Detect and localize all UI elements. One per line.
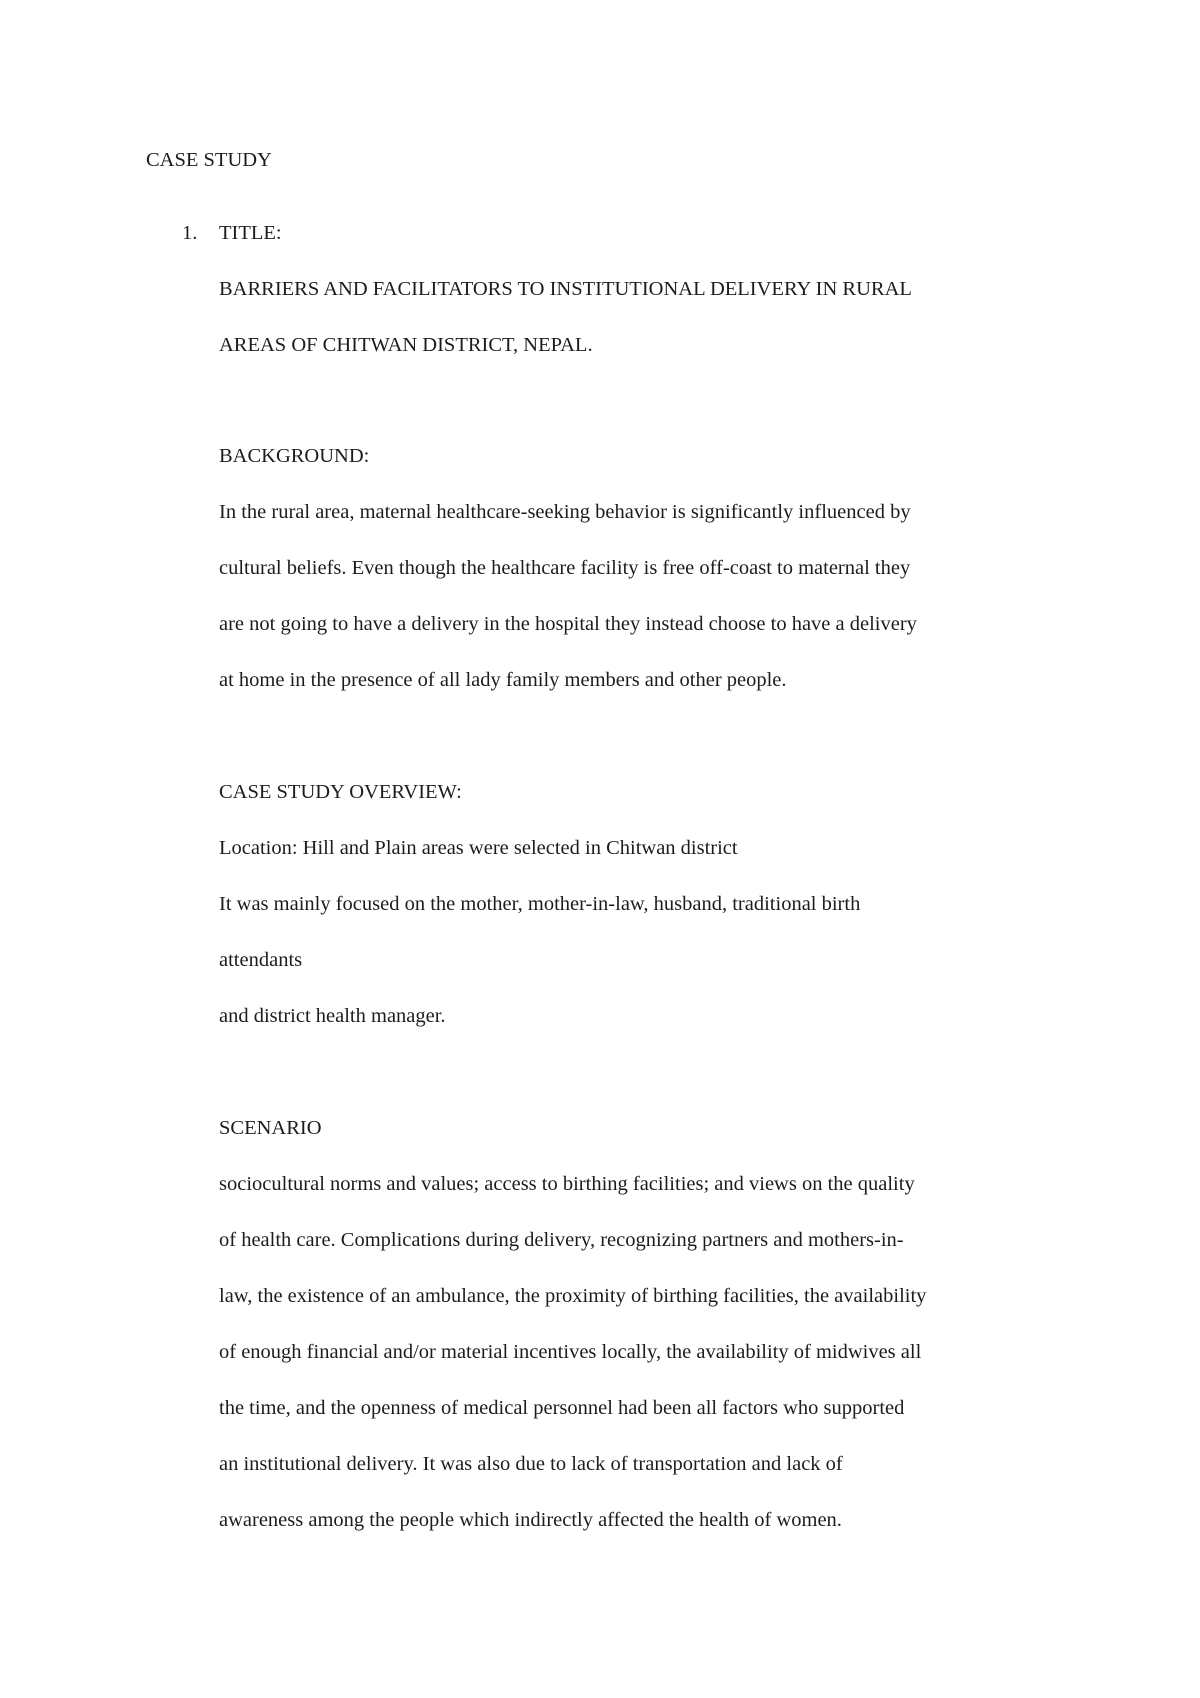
background-line: at home in the presence of all lady family members and other people. (219, 669, 787, 691)
scenario-line: of enough financial and/or material incentives locally, the availability of midwives all (219, 1341, 922, 1363)
background-line: cultural beliefs. Even though the healthcare facility is free off-coast to maternal they (219, 557, 911, 579)
background-line: are not going to have a delivery in the hospital they instead choose to have a delivery (219, 613, 917, 635)
title-line: AREAS OF CHITWAN DISTRICT, NEPAL. (219, 334, 593, 356)
title-line: BARRIERS AND FACILITATORS TO INSTITUTIONAL DELIVERY IN RURAL (219, 278, 912, 300)
title-label: TITLE: (219, 222, 282, 244)
scenario-label: SCENARIO (219, 1117, 322, 1139)
scenario-line: sociocultural norms and values; access to birthing facilities; and views on the quality (219, 1173, 915, 1195)
overview-line: and district health manager. (219, 1005, 446, 1027)
background-line: In the rural area, maternal healthcare-seeking behavior is significantly influenced by (219, 501, 911, 523)
scenario-line: awareness among the people which indirectly affected the health of women. (219, 1509, 842, 1531)
overview-line: attendants (219, 949, 303, 971)
scenario-line: an institutional delivery. It was also due to lack of transportation and lack of (219, 1453, 843, 1475)
scenario-line: of health care. Complications during delivery, recognizing partners and mothers-in- (219, 1229, 904, 1251)
document-heading: CASE STUDY (146, 149, 272, 171)
overview-line: Location: Hill and Plain areas were selected in Chitwan district (219, 837, 738, 859)
overview-line: It was mainly focused on the mother, mother-in-law, husband, traditional birth (219, 893, 861, 915)
overview-label: CASE STUDY OVERVIEW: (219, 781, 462, 803)
scenario-line: law, the existence of an ambulance, the proximity of birthing facilities, the availability (219, 1285, 927, 1307)
background-label: BACKGROUND: (219, 445, 370, 467)
section-number: 1. (182, 222, 198, 244)
scenario-line: the time, and the openness of medical personnel had been all factors who supported (219, 1397, 905, 1419)
